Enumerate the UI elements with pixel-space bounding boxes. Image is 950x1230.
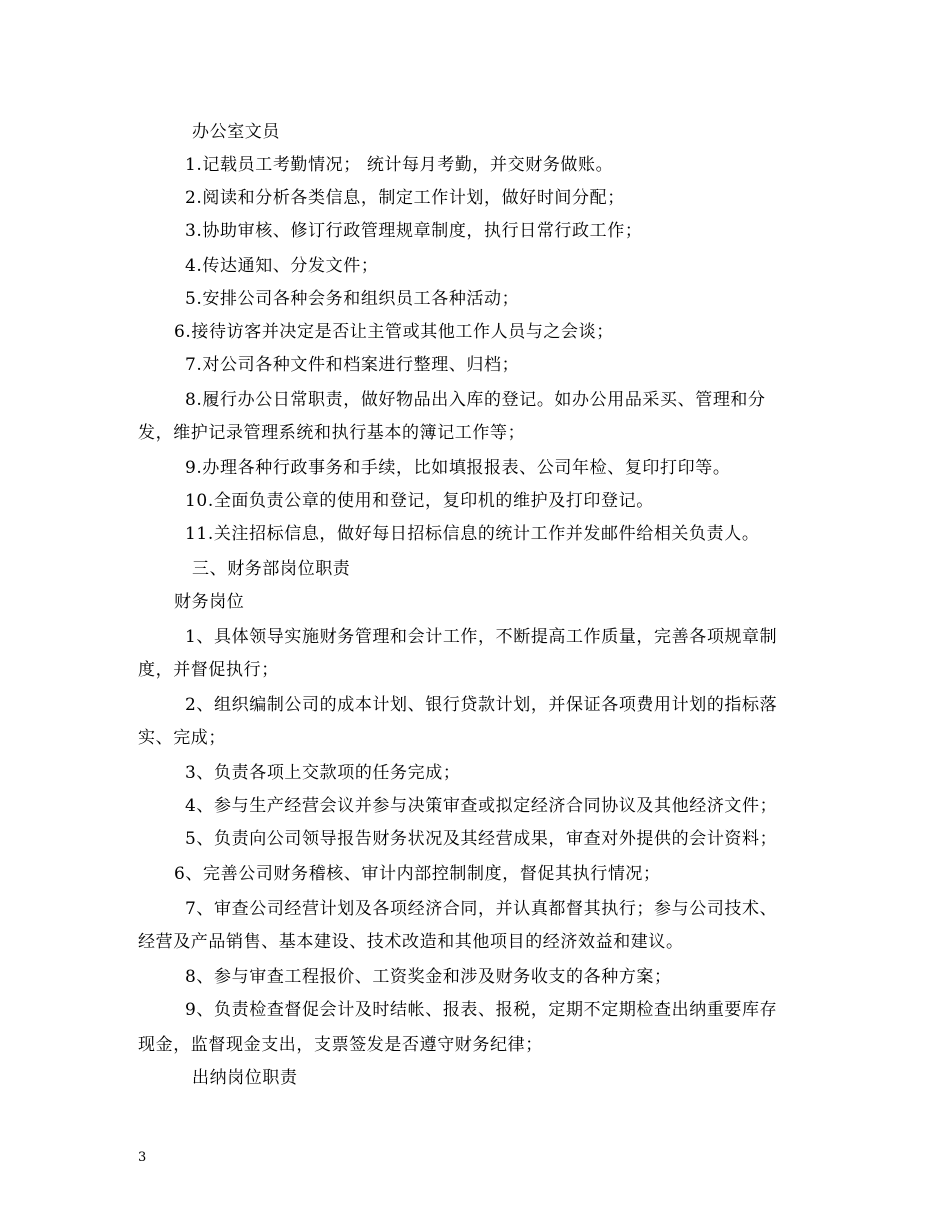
subheading-finance-post: 财务岗位 xyxy=(174,592,245,612)
page-number: 3 xyxy=(138,1150,147,1165)
list-item-continuation: 现金，监督现金支出，支票签发是否遵守财务纪律； xyxy=(138,1035,543,1055)
list-item: 8.履行办公日常职责，做好物品出入库的登记。如办公用品采买、管理和分 xyxy=(185,390,766,410)
list-item: 6.接待访客并决定是否让主管或其他工作人员与之会谈； xyxy=(174,322,614,342)
list-item: 5、负责向公司领导报告财务状况及其经营成果，审查对外提供的会计资料； xyxy=(185,829,778,849)
list-item: 9.办理各种行政事务和手续，比如填报报表、公司年检、复印打印等。 xyxy=(185,458,731,478)
list-item-continuation: 经营及产品销售、基本建设、技术改造和其他项目的经济效益和建议。 xyxy=(138,932,684,952)
list-item-continuation: 实、完成； xyxy=(138,728,226,748)
heading-office-clerk: 办公室文员 xyxy=(192,122,280,142)
list-item: 9、负责检查督促会计及时结帐、报表、报税，定期不定期检查出纳重要库存 xyxy=(185,1000,778,1020)
list-item: 11.关注招标信息，做好每日招标信息的统计工作并发邮件给相关负责人。 xyxy=(185,524,760,544)
list-item: 2、组织编制公司的成本计划、银行贷款计划，并保证各项费用计划的指标落 xyxy=(185,695,778,715)
list-item: 2.阅读和分析各类信息，制定工作计划，做好时间分配； xyxy=(185,188,625,208)
section-heading-finance: 三、财务部岗位职责 xyxy=(192,559,351,579)
list-item: 3.协助审核、修订行政管理规章制度，执行日常行政工作； xyxy=(185,221,643,241)
list-item: 4.传达通知、分发文件； xyxy=(185,256,379,276)
list-item: 6、完善公司财务稽核、审计内部控制制度，督促其执行情况； xyxy=(174,864,661,884)
list-item: 5.安排公司各种会务和组织员工各种活动； xyxy=(185,289,520,309)
subheading-cashier-duties: 出纳岗位职责 xyxy=(192,1068,298,1088)
list-item: 8、参与审查工程报价、工资奖金和涉及财务收支的各种方案； xyxy=(185,967,672,987)
list-item: 10.全面负责公章的使用和登记，复印机的维护及打印登记。 xyxy=(185,491,654,511)
list-item: 4、参与生产经营会议并参与决策审查或拟定经济合同协议及其他经济文件； xyxy=(185,796,778,816)
list-item: 7.对公司各种文件和档案进行整理、归档； xyxy=(185,355,520,375)
list-item: 1.记载员工考勤情况； 统计每月考勤，并交财务做账。 xyxy=(185,155,614,175)
list-item-continuation: 度，并督促执行； xyxy=(138,660,279,680)
list-item: 3、负责各项上交款项的任务完成； xyxy=(185,763,461,783)
list-item: 7、审查公司经营计划及各项经济合同，并认真都督其执行；参与公司技术、 xyxy=(185,899,778,919)
list-item: 1、具体领导实施财务管理和会计工作，不断提高工作质量，完善各项规章制 xyxy=(185,627,778,647)
list-item-continuation: 发，维护记录管理系统和执行基本的簿记工作等； xyxy=(138,423,526,443)
